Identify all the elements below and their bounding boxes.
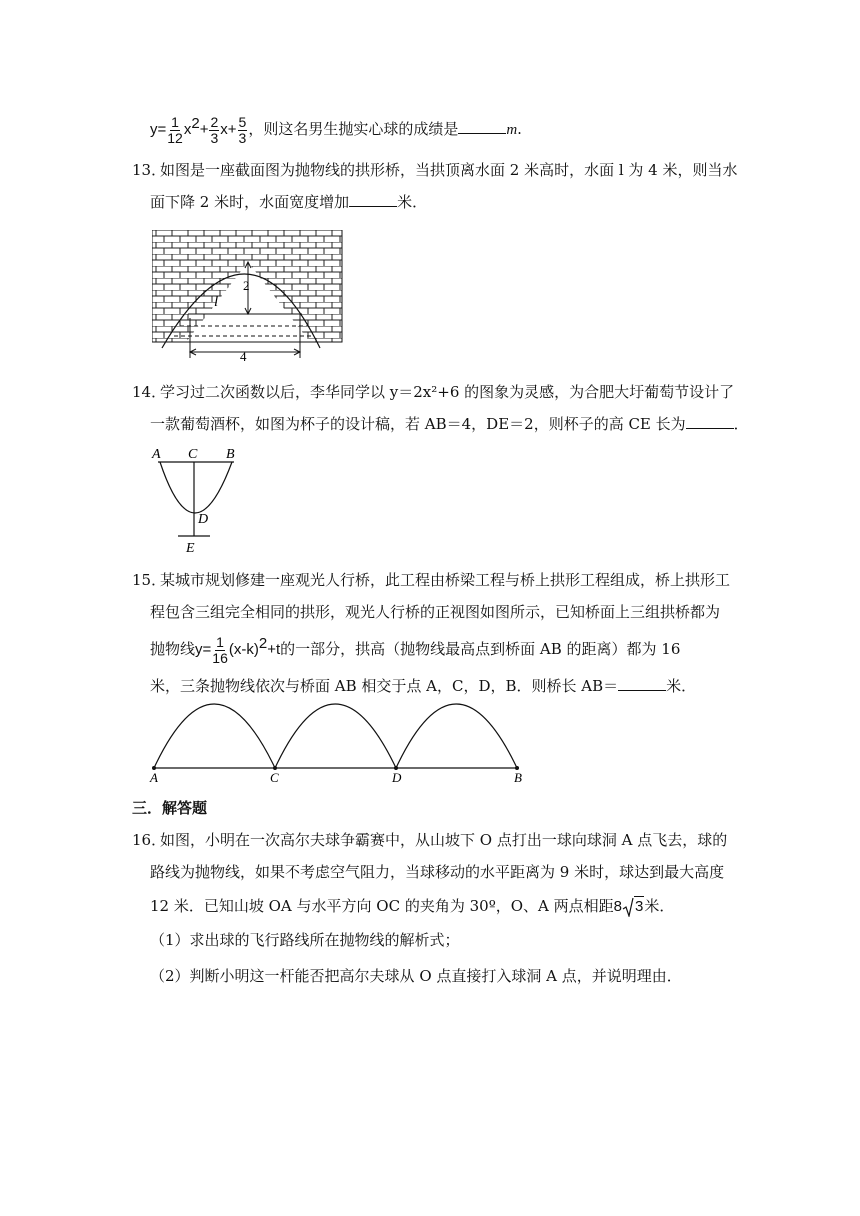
answer-blank (618, 676, 666, 691)
q13-line2 (150, 192, 427, 212)
q14-line1: 学习过二次函数以后，李华同学以 y＝2x²+6 的图象为灵感，为合肥大圩葡萄节设计了 (160, 383, 735, 401)
arch-bridge-figure (152, 230, 344, 366)
q14-line2 (150, 414, 749, 434)
label-B: B (226, 447, 235, 462)
fraction (167, 115, 183, 146)
fraction (212, 635, 228, 666)
q16-line2: 路线为抛物线，如果不考虑空气阻力，当球移动的水平距离为 9 米时，球达到最大高度 (150, 863, 725, 881)
exponent: 2 (258, 635, 268, 652)
numerator: 2 (210, 113, 219, 130)
bowl-curve (160, 462, 232, 513)
q13-line1: 如图是一座截面图为抛物线的拱形桥，当拱顶离水面 2 米高时，水面 l 为 4 米，则当水 (160, 161, 738, 179)
sqrt-coefficient: 8 (613, 898, 622, 915)
answer-blank (686, 414, 734, 429)
radical-sign-icon (622, 897, 634, 917)
q12-formula-line (150, 114, 522, 146)
arch-1 (154, 704, 275, 768)
numerator: 5 (238, 113, 247, 130)
q15-line4 (150, 676, 696, 696)
denominator: 3 (210, 129, 219, 146)
q15-line1: 某城市规划修建一座观光人行桥，此工程由桥梁工程与桥上拱形工程组成，桥上拱形工 (160, 571, 731, 589)
label-C: C (188, 447, 198, 462)
numerator: 1 (171, 113, 179, 130)
label-D: D (198, 512, 209, 527)
water-label-l: l (214, 294, 219, 310)
numerator: 1 (216, 633, 224, 650)
q13-text-end: 米． (397, 193, 428, 211)
q15-text-end: 米． (666, 677, 697, 695)
label-A: A (150, 770, 158, 785)
q16-line3 (150, 896, 674, 917)
sqrt-expression (614, 896, 645, 917)
q14-number: 14． (132, 383, 167, 401)
fraction (238, 115, 248, 146)
formula-prefix: y= (195, 641, 212, 658)
width-label: 4 (240, 349, 247, 364)
arch-2 (275, 704, 396, 768)
q15-line2: 程包含三组完全相同的拱形，观光人行桥的正视图如图所示，已知桥面上三组拱桥都为 (150, 603, 721, 621)
fraction (209, 115, 219, 146)
q14-text: 一款葡萄酒杯，如图为杯子的设计稿，若 AB＝4，DE＝2，则杯子的高 CE 长为 (150, 415, 686, 433)
q16-text-end: 米． (644, 897, 675, 915)
q16-text: 12 米．已知山坡 OA 与水平方向 OC 的夹角为 30º，O、A 两点相距 (150, 897, 614, 915)
label-C: C (270, 770, 279, 785)
q15-text: 抛物线 (150, 640, 196, 658)
arch-3 (396, 704, 517, 768)
label-E: E (186, 541, 195, 556)
denominator: 16 (212, 649, 228, 666)
q15-text: 米，三条抛物线依次与桥面 AB 相交于点 A，C，D，B．则桥长 AB＝ (150, 677, 619, 695)
q15-text: 的一部分，拱高（抛物线最高点到桥面 AB 的距离）都为 16 (280, 640, 681, 658)
wine-glass-figure (148, 444, 248, 556)
q12-text: ，则这名男生抛实心球的成绩是 (248, 120, 459, 138)
q16-line1: 如图，小明在一次高尔夫球争霸赛中，从山坡下 O 点打出一球向球洞 A 点飞去，球的 (160, 831, 728, 849)
triple-arch-figure (144, 700, 534, 786)
denominator: 12 (167, 129, 183, 146)
exponent: 2 (191, 115, 200, 132)
answer-blank (458, 119, 506, 134)
answer-blank (349, 192, 397, 207)
label-D: D (392, 770, 402, 785)
q16-number: 16． (132, 831, 167, 849)
plus-sign: + (199, 121, 209, 138)
q16-sub1: （1）求出球的飞行路线所在抛物线的解析式； (150, 931, 460, 949)
q16-sub2: （2）判断小明这一杆能否把高尔夫球从 O 点直接打入球洞 A 点，并说明理由． (150, 967, 682, 985)
variable: x (183, 121, 192, 138)
q14-text-end: ． (733, 415, 749, 433)
q13-text: 面下降 2 米时，水面宽度增加 (150, 193, 350, 211)
section-title: 三．解答题 (132, 799, 208, 817)
variable: x+ (220, 121, 237, 138)
formula-mid: (x-k) (228, 641, 259, 658)
formula-prefix: y= (150, 121, 167, 138)
label-A: A (152, 447, 161, 462)
q13-number: 13． (132, 161, 167, 179)
denominator: 3 (238, 129, 247, 146)
q15-line3 (150, 634, 680, 666)
punctuation: . (517, 120, 522, 138)
q15-number: 15． (132, 571, 167, 589)
unit: m (506, 122, 518, 138)
label-B: B (514, 770, 522, 785)
height-label: 2 (243, 278, 250, 293)
sqrt-radicand: 3 (634, 898, 644, 915)
formula-end: +t (267, 641, 281, 658)
